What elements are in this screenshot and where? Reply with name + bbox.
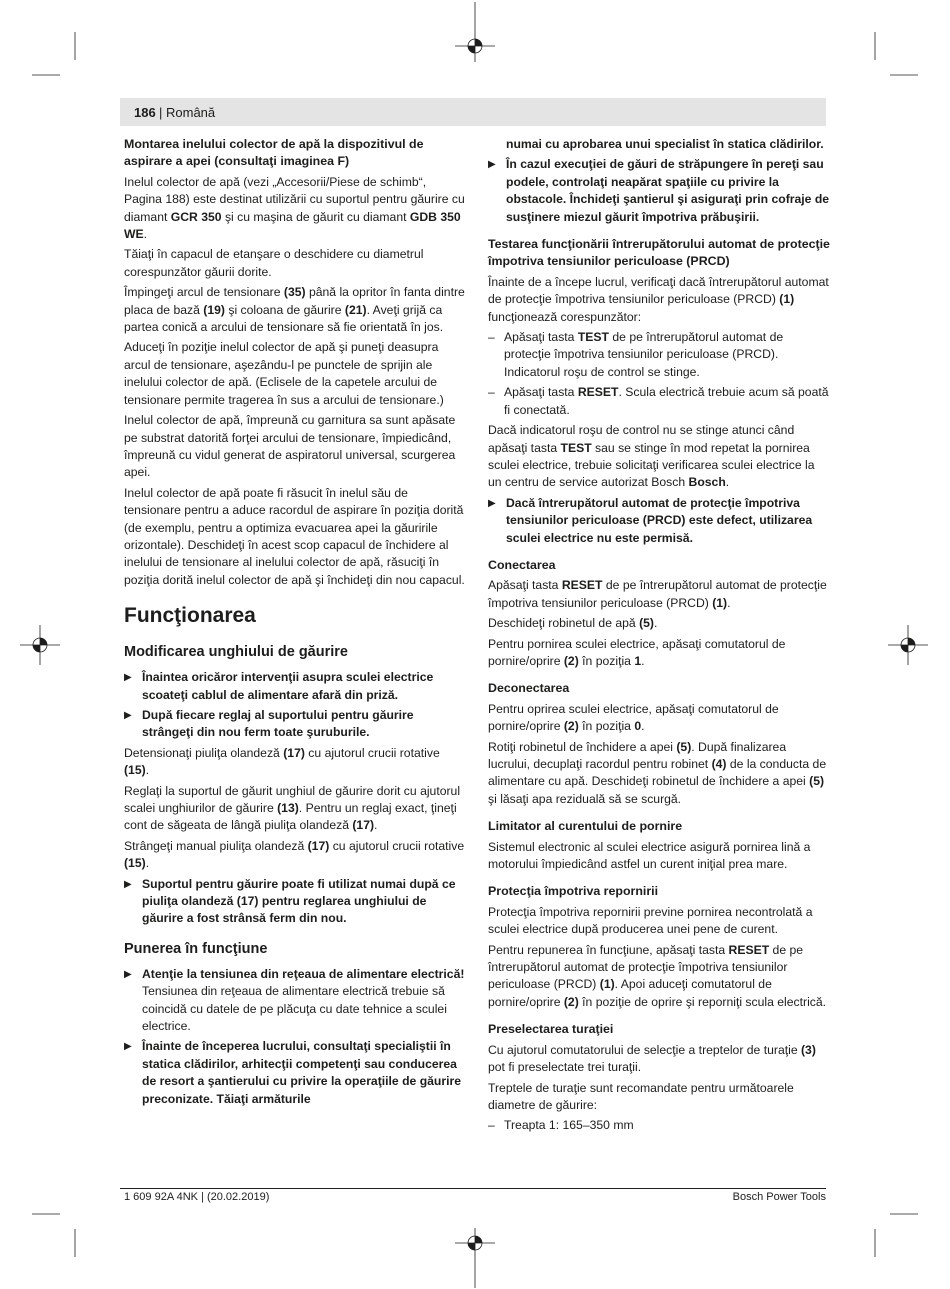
dash-item: – Apăsaţi tasta RESET. Scula electrică trebuie acum să poată fi conectată. [488,385,829,417]
dash-marker: – [488,1118,495,1133]
heading-speed-preselection: Preselectarea turaţiei [488,1022,614,1037]
paragraph: Aduceţi în poziţie inelul colector de apă şi puneţi deasupra arcul de tensionare, aşezându-l pe punctele de sprijin ale inelului colector de apă. (Eclisele de la capetele arcului de tensionare permite tragerea în sus a arcului de tensionare.) [124,340,444,407]
warning-triangle-icon: ▶ [488,497,496,509]
heading-start-up: Punerea în funcţiune [124,940,268,957]
paragraph: Pentru pornirea sculei electrice, apăsaţi comutatorul de pornire/oprire (2) în poziţia 1. [488,636,786,668]
right-column [488,136,830,1138]
warning-item: ▶ Atenţie la tensiunea din reţeaua de alimentare electrică! Tensiunea din reţeaua de alimentare electrică trebuie să coincidă cu datele de pe plăcuţa cu date tehnice a sculei electrice. [124,966,465,1034]
footer-document-id: 1 609 92A 4NK | (20.02.2019) [124,1191,270,1203]
heading-water-collector: Montarea inelului colector de apă la dispozitivul de aspirare a apei (consultaţi imaginea F) [124,137,424,169]
warning-triangle-icon: ▶ [124,968,132,980]
warning-item: ▶ Suportul pentru găurire poate fi utilizat numai după ce piuliţa olandeză (17) pentru reglarea unghiului de găurire a fost strânsă ferm din nou. [124,876,456,926]
paragraph: Rotiţi robinetul de închidere a apei (5). După finalizarea lucrului, decuplaţi racordul pentru robinet (4) de la conducta de alimentare cu apă. Deschideţi robinetul de închidere a apei (5) şi lăsaţi apa reziduală să se scurgă. [488,739,827,806]
page-language: | Română [159,105,216,120]
warning-triangle-icon: ▶ [124,878,132,890]
warning-item: ▶ După fiecare reglaj al suportului pentru găurire strângeţi din nou ferm toate şuruburile. [124,707,414,740]
paragraph: Inelul colector de apă, împreună cu garnitura sa sunt apăsate pe substrat datorită forţei arcului de tensionare, împiedicând, împreună cu vidul generat de aspiratorul universal, scurgerea apei. [124,413,456,480]
paragraph: Reglaţi la suportul de găurit unghiul de găurire dorit cu ajutorul scalei unghiurilor de găurire (13). Pentru un reglaj exact, ţineţi cont de săgeata de lângă piuliţa olandeză (17). [124,783,461,833]
dash-item: – Apăsaţi tasta TEST de pe întrerupătorul automat de protecţie împotriva tensiunilor periculoase (PRCD). Indicatorul roşu de control se stinge. [488,330,784,379]
language-label: Română [166,105,216,120]
warning-item-continued: numai cu aprobarea unui specialist în statica clădirilor. [506,137,824,151]
page-header-bar [120,98,826,126]
warning-triangle-icon: ▶ [124,1041,132,1053]
heading-restart-protection: Protecţia împotriva repornirii [488,884,659,899]
paragraph: Protecţia împotriva repornirii previne pornirea necontrolată a sculei electrice după producerea unei pene de curent. [488,904,813,937]
page-number: 186 [134,105,156,120]
warning-triangle-icon: ▶ [124,709,132,721]
warning-item: ▶ În cazul execuţiei de găuri de străpungere în pereţi sau podele, controlaţi neapărat spaţiile cu privire la obstacole. Închideţi şantierul şi asiguraţi prin cofraje de susţinere miezul găurit împotriva prăbuşirii. [488,157,830,224]
warning-item: ▶ Înaintea oricăror intervenţii asupra sculei electrice scoateţi cablul de alimentare afară din priză. [124,670,434,702]
heading-prcd-test: Testarea funcţionării întrerupătorului automat de protecţie împotriva tensiunilor periculoase (PRCD) [488,237,830,269]
paragraph: Detensionaţi piuliţa olandeză (17) cu ajutorul crucii rotative (15). [124,745,440,778]
paragraph: Apăsaţi tasta RESET de pe întrerupătorul automat de protecţie împotriva tensiunilor periculoase (PRCD) (1). [488,578,827,610]
heading-switch-off: Deconectarea [488,681,570,696]
paragraph: Pentru repunerea în funcţiune, apăsaţi tasta RESET de pe întrerupătorul automat de protecţie împotriva tensiunilor periculoase (PRCD) (1). Apoi aduceţi comutatorul de pornire/oprire (2) în poziţie de oprire şi reporniţi scula electrică. [488,942,827,1009]
paragraph: Deschideţi robinetul de apă (5). [488,616,658,631]
warning-triangle-icon: ▶ [124,672,132,684]
dash-item: – Treapta 1: 165–350 mm [488,1117,830,1134]
paragraph: Tăiaţi în capacul de etanşare o deschidere cu diametrul corespunzător găurii dorite. [124,247,424,279]
paragraph: Cu ajutorul comutatorului de selecţie a treptelor de turaţie (3) pot fi preselectate trei turaţii. [488,1042,816,1075]
paragraph: Inelul colector de apă poate fi răsucit în inelul său de tensionare pentru a aduce racordul de aspirare în poziţia dorită (de exemplu, pentru a optimiza evacuarea apei la găuririle orizontale). Deschideţi în acest scop capacul de închidere al inelului de tensionare al inelului colector de apă, răsuciţi în poziţia dorită inelul colector de apă şi închideţi din nou capacul. [124,485,465,587]
warning-item: ▶ Dacă întrerupătorul automat de protecţie împotriva tensiunilor periculoase (PRCD) este defect, utilizarea sculei electrice nu este permisă. [488,495,813,545]
paragraph: Sistemul electronic al sculei electrice asigură pornirea lină a motorului împiedicând astfel un curent iniţial prea mare. [488,839,811,872]
footer-rule [120,1188,826,1189]
warning-triangle-icon: ▶ [488,159,496,171]
warning-item: ▶ Înainte de începerea lucrului, consultaţi specialiştii în statica clădirilor, arhitecţii competenţi sau conducerea de resort a şantierului cu privire la operaţiile de găurire preconizate. Tăiaţi armăturile [124,1039,462,1106]
heading-drilling-angle: Modificarea unghiului de găurire [124,644,348,661]
heading-switch-on: Conectarea [488,557,556,572]
heading-start-current-limiter: Limitator al curentului de pornire [488,819,683,834]
paragraph: Împingeţi arcul de tensionare (35) până la opritor în fanta dintre placa de bază (19) şi coloana de găurire (21). Aveţi grijă ca partea conică a arcului de tensionare să fie orientată în jos. [124,285,465,335]
paragraph: Înainte de a începe lucrul, verificaţi dacă întrerupătorul automat de protecţie împotriva tensiunilor periculoase (PRCD) (1) funcţionează corespunzător: [488,274,829,324]
paragraph: Dacă indicatorul roşu de control nu se stinge atunci când apăsaţi tasta TEST sau se stinge în mod repetat la pornirea sculei electrice, trebuie solicitaţi verificarea sculei electrice la un centru de service autorizat Bosch Bosch. [488,423,815,490]
dash-marker: – [488,385,495,400]
footer-brand: Bosch Power Tools [732,1191,826,1203]
paragraph: Pentru oprirea sculei electrice, apăsaţi comutatorul de pornire/oprire (2) în poziţia 0. [488,701,779,734]
dash-marker: – [488,330,495,345]
paragraph: Treptele de turaţie sunt recomandate pentru următoarele diametre de găurire: [488,1080,794,1112]
paragraph: Inelul colector de apă (vezi „Accesorii/Piese de schimb“, Pagina 188) este destinat utilizării cu suportul pentru găurire cu diamant GCR 350 şi cu maşina de găurit cu diamant GDB 350 WE. [124,174,465,242]
section-title: Funcţionarea [124,604,256,628]
paragraph: Strângeţi manual piuliţa olandeză (17) cu ajutorul crucii rotative (15). [124,838,465,871]
left-column [124,136,466,1111]
